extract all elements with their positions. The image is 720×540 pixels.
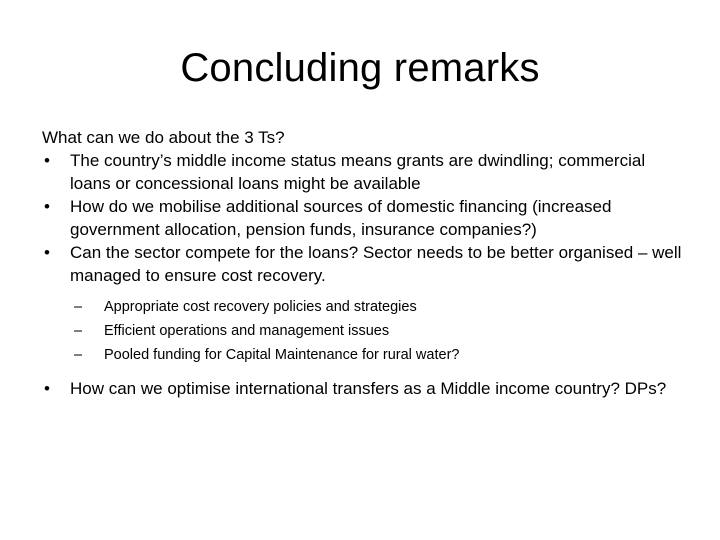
slide-body [42, 126, 682, 400]
bullet-text: How can we optimise international transfers as a Middle income country? DPs? [70, 379, 667, 398]
bullet-text: How do we mobilise additional sources of domestic financing (increased government allocation, pension funds, insurance companies?) [70, 197, 612, 239]
bullet-item-3 [42, 241, 682, 287]
bullet-icon: • [44, 379, 50, 398]
slide-title: Concluding remarks [180, 46, 540, 90]
dash-icon: – [74, 323, 83, 339]
dash-icon: – [74, 347, 83, 363]
bullet-text: Can the sector compete for the loans? Sector needs to be better organised – well managed to ensure cost recovery. [70, 243, 682, 285]
sub-bullet-item-1 [42, 295, 682, 319]
sub-bullet-text: Efficient operations and management issues [104, 323, 390, 339]
intro-question: What can we do about the 3 Ts? [42, 128, 285, 147]
bullet-list [42, 149, 682, 287]
bullet-item-4 [42, 377, 682, 400]
bullet-icon: • [44, 243, 50, 262]
final-bullet-list [42, 377, 682, 400]
bullet-icon: • [44, 197, 50, 216]
sub-bullet-list [42, 295, 682, 367]
sub-bullet-text: Pooled funding for Capital Maintenance for rural water? [104, 347, 460, 363]
sub-bullet-item-3 [42, 343, 682, 367]
bullet-icon: • [44, 151, 50, 170]
dash-icon: – [74, 299, 83, 315]
sub-bullet-item-2 [42, 319, 682, 343]
sub-bullet-text: Appropriate cost recovery policies and strategies [104, 299, 417, 315]
bullet-item-1 [42, 149, 682, 195]
bullet-text: The country’s middle income status means grants are dwindling; commercial loans or concessional loans might be available [70, 151, 646, 193]
bullet-item-2 [42, 195, 682, 241]
